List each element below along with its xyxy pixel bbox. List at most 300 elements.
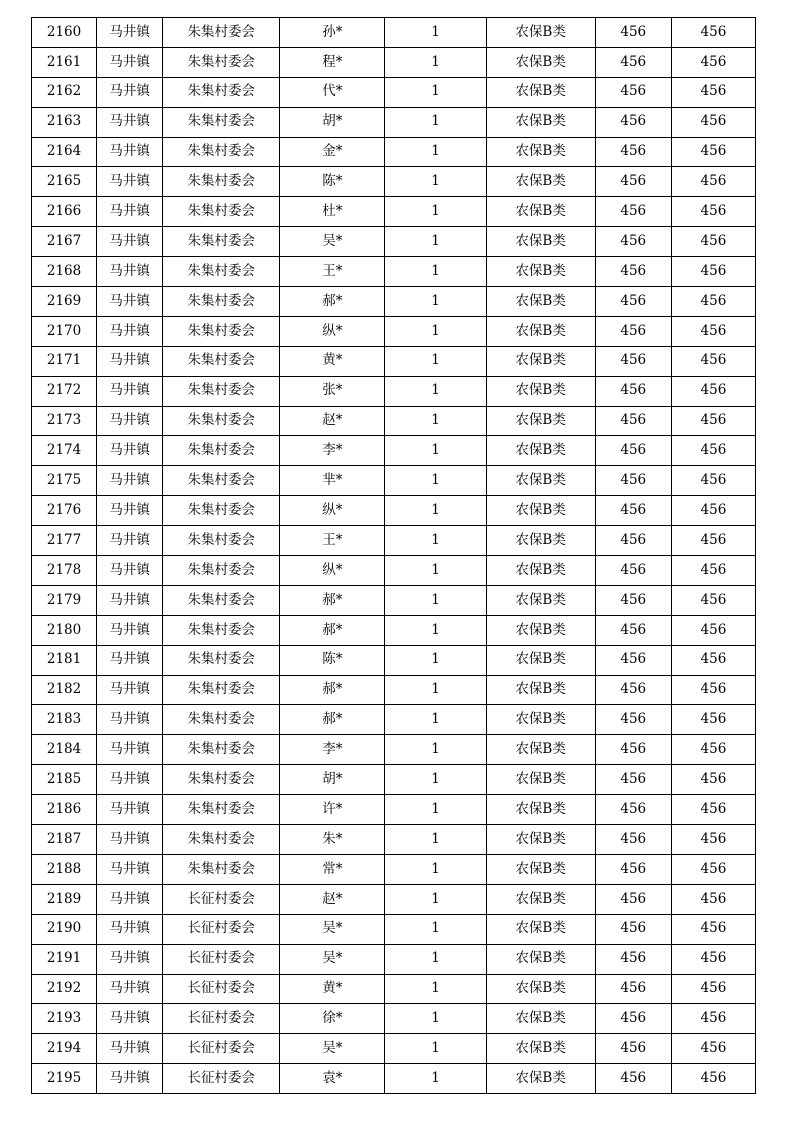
amount-cell: 456 [595, 645, 671, 675]
village-committee-cell: 长征村委会 [163, 884, 280, 914]
village-committee-cell: 朱集村委会 [163, 227, 280, 257]
row-number-cell: 2192 [32, 974, 97, 1004]
village-committee-cell: 朱集村委会 [163, 854, 280, 884]
amount-total-cell: 456 [671, 645, 755, 675]
table-row [32, 854, 756, 884]
village-committee-cell: 朱集村委会 [163, 556, 280, 586]
amount-total-cell: 456 [671, 47, 755, 77]
count-cell: 1 [385, 287, 486, 317]
row-number-cell: 2169 [32, 287, 97, 317]
town-cell: 马井镇 [97, 137, 163, 167]
name-cell: 李* [280, 735, 385, 765]
name-cell: 代* [280, 77, 385, 107]
count-cell: 1 [385, 1064, 486, 1094]
row-number-cell: 2178 [32, 556, 97, 586]
count-cell: 1 [385, 316, 486, 346]
table-row [32, 974, 756, 1004]
town-cell: 马井镇 [97, 197, 163, 227]
insurance-type-cell: 农保B类 [486, 47, 595, 77]
amount-cell: 456 [595, 735, 671, 765]
insurance-type-cell: 农保B类 [486, 167, 595, 197]
amount-cell: 456 [595, 705, 671, 735]
table-row [32, 765, 756, 795]
row-number-cell: 2179 [32, 585, 97, 615]
count-cell: 1 [385, 974, 486, 1004]
name-cell: 芈* [280, 466, 385, 496]
name-cell: 赵* [280, 884, 385, 914]
town-cell: 马井镇 [97, 615, 163, 645]
village-committee-cell: 长征村委会 [163, 944, 280, 974]
village-committee-cell: 朱集村委会 [163, 47, 280, 77]
name-cell: 郝* [280, 287, 385, 317]
table-row [32, 107, 756, 137]
amount-total-cell: 456 [671, 466, 755, 496]
amount-total-cell: 456 [671, 107, 755, 137]
amount-total-cell: 456 [671, 1064, 755, 1094]
table-row [32, 316, 756, 346]
amount-cell: 456 [595, 227, 671, 257]
amount-total-cell: 456 [671, 914, 755, 944]
village-committee-cell: 长征村委会 [163, 1064, 280, 1094]
amount-total-cell: 456 [671, 257, 755, 287]
amount-cell: 456 [595, 436, 671, 466]
count-cell: 1 [385, 735, 486, 765]
village-committee-cell: 朱集村委会 [163, 257, 280, 287]
amount-cell: 456 [595, 765, 671, 795]
amount-cell: 456 [595, 944, 671, 974]
row-number-cell: 2173 [32, 406, 97, 436]
name-cell: 金* [280, 137, 385, 167]
amount-total-cell: 456 [671, 675, 755, 705]
count-cell: 1 [385, 107, 486, 137]
town-cell: 马井镇 [97, 1064, 163, 1094]
table-row [32, 825, 756, 855]
name-cell: 袁* [280, 1064, 385, 1094]
village-committee-cell: 朱集村委会 [163, 376, 280, 406]
amount-total-cell: 456 [671, 376, 755, 406]
count-cell: 1 [385, 854, 486, 884]
count-cell: 1 [385, 436, 486, 466]
name-cell: 纵* [280, 316, 385, 346]
table-row [32, 376, 756, 406]
table-row [32, 914, 756, 944]
amount-cell: 456 [595, 406, 671, 436]
insurance-type-cell: 农保B类 [486, 645, 595, 675]
name-cell: 吴* [280, 227, 385, 257]
town-cell: 马井镇 [97, 436, 163, 466]
insurance-type-cell: 农保B类 [486, 257, 595, 287]
row-number-cell: 2191 [32, 944, 97, 974]
town-cell: 马井镇 [97, 316, 163, 346]
insurance-type-cell: 农保B类 [486, 77, 595, 107]
insurance-type-cell: 农保B类 [486, 854, 595, 884]
insurance-type-cell: 农保B类 [486, 914, 595, 944]
village-committee-cell: 朱集村委会 [163, 436, 280, 466]
insurance-type-cell: 农保B类 [486, 346, 595, 376]
name-cell: 徐* [280, 1004, 385, 1034]
row-number-cell: 2174 [32, 436, 97, 466]
table-row [32, 526, 756, 556]
row-number-cell: 2164 [32, 137, 97, 167]
amount-cell: 456 [595, 825, 671, 855]
count-cell: 1 [385, 496, 486, 526]
village-committee-cell: 朱集村委会 [163, 346, 280, 376]
row-number-cell: 2185 [32, 765, 97, 795]
village-committee-cell: 朱集村委会 [163, 795, 280, 825]
amount-total-cell: 456 [671, 346, 755, 376]
name-cell: 纵* [280, 496, 385, 526]
amount-total-cell: 456 [671, 526, 755, 556]
table-row [32, 615, 756, 645]
name-cell: 张* [280, 376, 385, 406]
town-cell: 马井镇 [97, 346, 163, 376]
table-row [32, 1064, 756, 1094]
table-row [32, 585, 756, 615]
insurance-type-cell: 农保B类 [486, 765, 595, 795]
row-number-cell: 2186 [32, 795, 97, 825]
village-committee-cell: 朱集村委会 [163, 585, 280, 615]
insurance-type-cell: 农保B类 [486, 615, 595, 645]
amount-total-cell: 456 [671, 227, 755, 257]
name-cell: 郝* [280, 585, 385, 615]
count-cell: 1 [385, 466, 486, 496]
town-cell: 马井镇 [97, 884, 163, 914]
amount-cell: 456 [595, 107, 671, 137]
table-row [32, 735, 756, 765]
count-cell: 1 [385, 914, 486, 944]
insurance-type-cell: 农保B类 [486, 944, 595, 974]
name-cell: 黄* [280, 346, 385, 376]
insurance-type-cell: 农保B类 [486, 197, 595, 227]
town-cell: 马井镇 [97, 854, 163, 884]
name-cell: 常* [280, 854, 385, 884]
row-number-cell: 2184 [32, 735, 97, 765]
row-number-cell: 2189 [32, 884, 97, 914]
insurance-type-cell: 农保B类 [486, 406, 595, 436]
town-cell: 马井镇 [97, 167, 163, 197]
name-cell: 吴* [280, 914, 385, 944]
count-cell: 1 [385, 645, 486, 675]
count-cell: 1 [385, 585, 486, 615]
insurance-type-cell: 农保B类 [486, 227, 595, 257]
row-number-cell: 2171 [32, 346, 97, 376]
name-cell: 郝* [280, 705, 385, 735]
insurance-type-cell: 农保B类 [486, 735, 595, 765]
amount-total-cell: 456 [671, 436, 755, 466]
amount-cell: 456 [595, 77, 671, 107]
table-row [32, 77, 756, 107]
table-row [32, 1004, 756, 1034]
amount-total-cell: 456 [671, 287, 755, 317]
count-cell: 1 [385, 406, 486, 436]
row-number-cell: 2187 [32, 825, 97, 855]
insurance-type-cell: 农保B类 [486, 556, 595, 586]
town-cell: 马井镇 [97, 795, 163, 825]
table-row [32, 944, 756, 974]
insurance-type-cell: 农保B类 [486, 526, 595, 556]
name-cell: 郝* [280, 675, 385, 705]
table-row [32, 1034, 756, 1064]
table-row [32, 556, 756, 586]
insurance-type-cell: 农保B类 [486, 466, 595, 496]
row-number-cell: 2183 [32, 705, 97, 735]
village-committee-cell: 朱集村委会 [163, 825, 280, 855]
amount-total-cell: 456 [671, 765, 755, 795]
town-cell: 马井镇 [97, 974, 163, 1004]
name-cell: 胡* [280, 107, 385, 137]
count-cell: 1 [385, 944, 486, 974]
table-row [32, 167, 756, 197]
row-number-cell: 2177 [32, 526, 97, 556]
count-cell: 1 [385, 705, 486, 735]
town-cell: 马井镇 [97, 257, 163, 287]
count-cell: 1 [385, 197, 486, 227]
name-cell: 朱* [280, 825, 385, 855]
insurance-type-cell: 农保B类 [486, 137, 595, 167]
count-cell: 1 [385, 1004, 486, 1034]
village-committee-cell: 朱集村委会 [163, 526, 280, 556]
count-cell: 1 [385, 675, 486, 705]
row-number-cell: 2190 [32, 914, 97, 944]
town-cell: 马井镇 [97, 107, 163, 137]
count-cell: 1 [385, 77, 486, 107]
count-cell: 1 [385, 1034, 486, 1064]
town-cell: 马井镇 [97, 496, 163, 526]
count-cell: 1 [385, 227, 486, 257]
town-cell: 马井镇 [97, 1004, 163, 1034]
count-cell: 1 [385, 795, 486, 825]
town-cell: 马井镇 [97, 675, 163, 705]
table-row [32, 287, 756, 317]
name-cell: 胡* [280, 765, 385, 795]
amount-total-cell: 456 [671, 825, 755, 855]
table-row [32, 795, 756, 825]
row-number-cell: 2175 [32, 466, 97, 496]
town-cell: 马井镇 [97, 227, 163, 257]
village-committee-cell: 长征村委会 [163, 1034, 280, 1064]
amount-cell: 456 [595, 137, 671, 167]
amount-total-cell: 456 [671, 137, 755, 167]
row-number-cell: 2180 [32, 615, 97, 645]
count-cell: 1 [385, 884, 486, 914]
amount-cell: 456 [595, 376, 671, 406]
name-cell: 许* [280, 795, 385, 825]
table-row [32, 645, 756, 675]
village-committee-cell: 朱集村委会 [163, 496, 280, 526]
village-committee-cell: 朱集村委会 [163, 18, 280, 48]
village-committee-cell: 朱集村委会 [163, 705, 280, 735]
roster-table [31, 17, 756, 1094]
table-row [32, 406, 756, 436]
amount-total-cell: 456 [671, 735, 755, 765]
amount-cell: 456 [595, 167, 671, 197]
name-cell: 赵* [280, 406, 385, 436]
insurance-type-cell: 农保B类 [486, 705, 595, 735]
table-row [32, 436, 756, 466]
village-committee-cell: 朱集村委会 [163, 287, 280, 317]
amount-cell: 456 [595, 197, 671, 227]
amount-cell: 456 [595, 316, 671, 346]
village-committee-cell: 朱集村委会 [163, 316, 280, 346]
table-row [32, 705, 756, 735]
amount-cell: 456 [595, 914, 671, 944]
village-committee-cell: 朱集村委会 [163, 137, 280, 167]
count-cell: 1 [385, 526, 486, 556]
amount-total-cell: 456 [671, 884, 755, 914]
amount-total-cell: 456 [671, 854, 755, 884]
insurance-type-cell: 农保B类 [486, 287, 595, 317]
town-cell: 马井镇 [97, 645, 163, 675]
amount-cell: 456 [595, 1064, 671, 1094]
village-committee-cell: 朱集村委会 [163, 77, 280, 107]
amount-cell: 456 [595, 854, 671, 884]
name-cell: 黄* [280, 974, 385, 1004]
table-row [32, 346, 756, 376]
amount-cell: 456 [595, 974, 671, 1004]
count-cell: 1 [385, 615, 486, 645]
row-number-cell: 2161 [32, 47, 97, 77]
table-row [32, 227, 756, 257]
count-cell: 1 [385, 346, 486, 376]
village-committee-cell: 长征村委会 [163, 1004, 280, 1034]
count-cell: 1 [385, 556, 486, 586]
table-row [32, 466, 756, 496]
insurance-type-cell: 农保B类 [486, 974, 595, 1004]
village-committee-cell: 朱集村委会 [163, 466, 280, 496]
name-cell: 郝* [280, 615, 385, 645]
row-number-cell: 2163 [32, 107, 97, 137]
amount-total-cell: 456 [671, 705, 755, 735]
row-number-cell: 2195 [32, 1064, 97, 1094]
insurance-type-cell: 农保B类 [486, 675, 595, 705]
insurance-type-cell: 农保B类 [486, 1034, 595, 1064]
village-committee-cell: 朱集村委会 [163, 197, 280, 227]
amount-total-cell: 456 [671, 197, 755, 227]
count-cell: 1 [385, 137, 486, 167]
amount-cell: 456 [595, 585, 671, 615]
insurance-type-cell: 农保B类 [486, 496, 595, 526]
village-committee-cell: 朱集村委会 [163, 167, 280, 197]
name-cell: 吴* [280, 1034, 385, 1064]
town-cell: 马井镇 [97, 944, 163, 974]
row-number-cell: 2172 [32, 376, 97, 406]
count-cell: 1 [385, 47, 486, 77]
insurance-type-cell: 农保B类 [486, 376, 595, 406]
insurance-type-cell: 农保B类 [486, 884, 595, 914]
row-number-cell: 2188 [32, 854, 97, 884]
amount-total-cell: 456 [671, 944, 755, 974]
amount-cell: 456 [595, 466, 671, 496]
amount-cell: 456 [595, 1004, 671, 1034]
amount-cell: 456 [595, 1034, 671, 1064]
town-cell: 马井镇 [97, 705, 163, 735]
amount-total-cell: 456 [671, 496, 755, 526]
row-number-cell: 2194 [32, 1034, 97, 1064]
town-cell: 马井镇 [97, 556, 163, 586]
insurance-type-cell: 农保B类 [486, 1004, 595, 1034]
amount-total-cell: 456 [671, 1034, 755, 1064]
name-cell: 陈* [280, 167, 385, 197]
amount-cell: 456 [595, 556, 671, 586]
amount-cell: 456 [595, 526, 671, 556]
name-cell: 吴* [280, 944, 385, 974]
insurance-type-cell: 农保B类 [486, 18, 595, 48]
table-row [32, 496, 756, 526]
amount-total-cell: 456 [671, 167, 755, 197]
amount-total-cell: 456 [671, 77, 755, 107]
row-number-cell: 2170 [32, 316, 97, 346]
amount-total-cell: 456 [671, 795, 755, 825]
insurance-type-cell: 农保B类 [486, 585, 595, 615]
name-cell: 李* [280, 436, 385, 466]
village-committee-cell: 朱集村委会 [163, 406, 280, 436]
insurance-type-cell: 农保B类 [486, 825, 595, 855]
village-committee-cell: 长征村委会 [163, 974, 280, 1004]
count-cell: 1 [385, 18, 486, 48]
amount-total-cell: 456 [671, 585, 755, 615]
name-cell: 程* [280, 47, 385, 77]
row-number-cell: 2160 [32, 18, 97, 48]
table-row [32, 257, 756, 287]
count-cell: 1 [385, 765, 486, 795]
town-cell: 马井镇 [97, 914, 163, 944]
count-cell: 1 [385, 257, 486, 287]
table-row [32, 197, 756, 227]
insurance-type-cell: 农保B类 [486, 436, 595, 466]
village-committee-cell: 朱集村委会 [163, 615, 280, 645]
town-cell: 马井镇 [97, 287, 163, 317]
count-cell: 1 [385, 376, 486, 406]
amount-total-cell: 456 [671, 1004, 755, 1034]
count-cell: 1 [385, 825, 486, 855]
town-cell: 马井镇 [97, 735, 163, 765]
row-number-cell: 2166 [32, 197, 97, 227]
table-row [32, 47, 756, 77]
row-number-cell: 2181 [32, 645, 97, 675]
amount-cell: 456 [595, 346, 671, 376]
amount-total-cell: 456 [671, 615, 755, 645]
insurance-type-cell: 农保B类 [486, 795, 595, 825]
table-row [32, 884, 756, 914]
amount-total-cell: 456 [671, 556, 755, 586]
name-cell: 杜* [280, 197, 385, 227]
row-number-cell: 2165 [32, 167, 97, 197]
insurance-type-cell: 农保B类 [486, 1064, 595, 1094]
amount-total-cell: 456 [671, 406, 755, 436]
amount-total-cell: 456 [671, 974, 755, 1004]
table-row [32, 18, 756, 48]
row-number-cell: 2168 [32, 257, 97, 287]
table-body [32, 18, 756, 1094]
insurance-type-cell: 农保B类 [486, 107, 595, 137]
town-cell: 马井镇 [97, 406, 163, 436]
insurance-type-cell: 农保B类 [486, 316, 595, 346]
village-committee-cell: 朱集村委会 [163, 645, 280, 675]
row-number-cell: 2162 [32, 77, 97, 107]
row-number-cell: 2167 [32, 227, 97, 257]
table-row [32, 675, 756, 705]
town-cell: 马井镇 [97, 18, 163, 48]
amount-cell: 456 [595, 287, 671, 317]
town-cell: 马井镇 [97, 825, 163, 855]
name-cell: 纵* [280, 556, 385, 586]
name-cell: 孙* [280, 18, 385, 48]
amount-cell: 456 [595, 795, 671, 825]
town-cell: 马井镇 [97, 526, 163, 556]
amount-total-cell: 456 [671, 316, 755, 346]
amount-cell: 456 [595, 615, 671, 645]
village-committee-cell: 朱集村委会 [163, 107, 280, 137]
